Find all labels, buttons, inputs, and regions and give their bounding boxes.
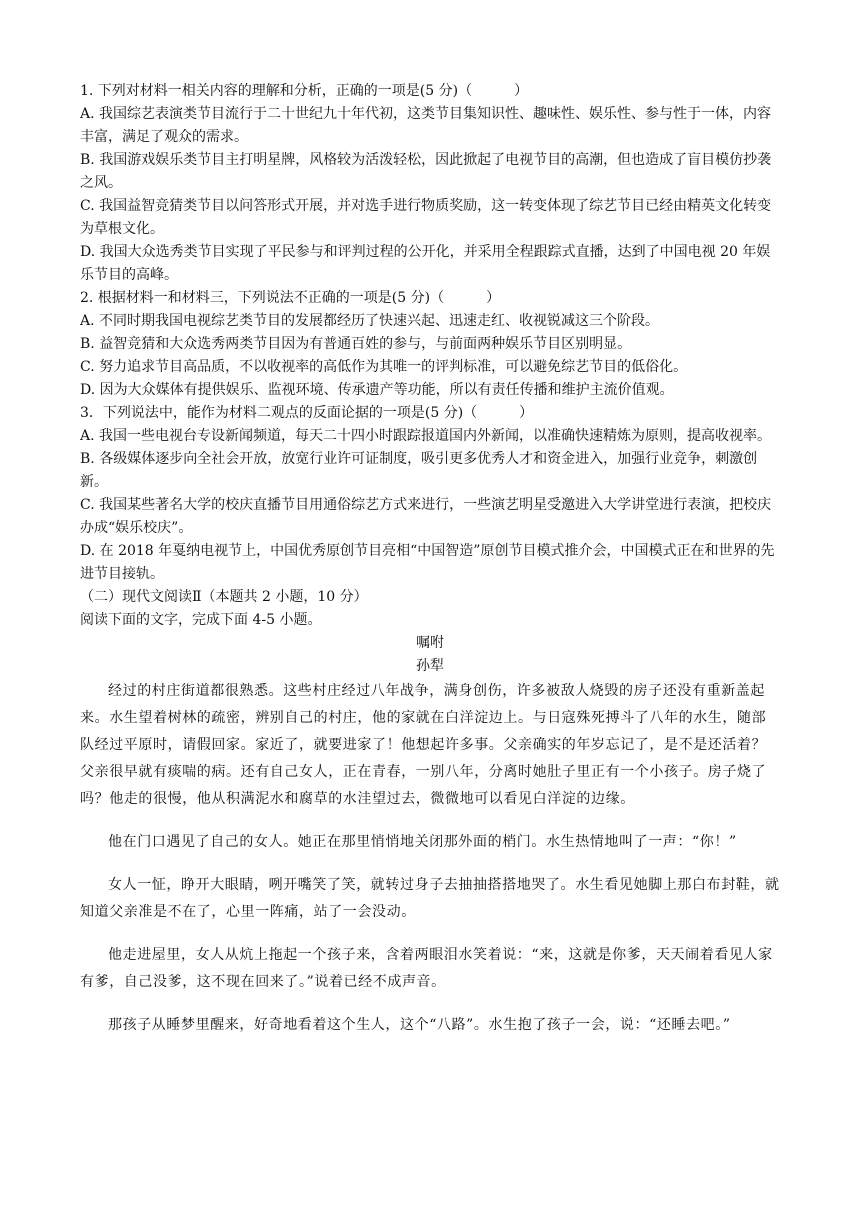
question-1-option-b: B. 我国游戏娱乐类节目主打明星牌，风格较为活泼轻松，因此掀起了电视节目的高潮，但也造成了盲目模仿抄袭之风。: [80, 152, 772, 191]
story-paragraph-2: 他在门口遇见了自己的女人。她正在那里悄悄地关闭那外面的梢门。水生热情地叫了一声：“你！”: [108, 834, 737, 850]
question-1-option-d: D. 我国大众选秀类节目实现了平民参与和评判过程的公开化，并采用全程跟踪式直播，达到了中国电视 20 年娱乐节目的高峰。: [80, 244, 771, 283]
question-1-option-c: C. 我国益智竞猜类节目以问答形式开展，并对选手进行物质奖励，这一转变体现了综艺节目已经由精英文化转变为草根文化。: [80, 198, 772, 237]
question-1-stem: 1. 下列对材料一相关内容的理解和分析，正确的一项是(5 分)（ ）: [80, 83, 529, 99]
section-instruction: 阅读下面的文字，完成下面 4-5 小题。: [80, 612, 322, 628]
question-2-option-d: D. 因为大众媒体有提供娱乐、监视环境、传承遗产等功能，所以有责任传播和维护主流价值观。: [80, 382, 674, 398]
section-heading: （二）现代文阅读Ⅱ（本题共 2 小题，10 分）: [80, 589, 368, 605]
question-1-option-a: A. 我国综艺表演类节目流行于二十世纪九十年代初，这类节目集知识性、趣味性、娱乐性、参与性于一体，内容丰富，满足了观众的需求。: [80, 106, 772, 145]
question-3-option-c: C. 我国某些著名大学的校庆直播节目用通俗综艺方式来进行，一些演艺明星受邀进入大学讲堂进行表演，把校庆办成“娱乐校庆”。: [80, 497, 772, 536]
story-title: 嘱咐: [416, 635, 444, 651]
question-3-stem: 3．下列说法中，能作为材料二观点的反面论据的一项是(5 分)（ ）: [80, 405, 534, 421]
question-2-option-a: A. 不同时期我国电视综艺类节目的发展都经历了快速兴起、迅速走红、收视锐减这三个阶段。: [80, 313, 660, 329]
story-author: 孙犁: [416, 658, 444, 674]
question-3-option-d: D. 在 2018 年戛纳电视节上，中国优秀原创节目亮相“中国智造”原创节目模式推介会，中国模式正在和世界的先进节目接轨。: [80, 543, 775, 582]
story-paragraph-5: 那孩子从睡梦里醒来，好奇地看着这个生人，这个“八路”。水生抱了孩子一会，说：“还睡去吧。”: [108, 1017, 731, 1033]
exam-page: [80, 80, 780, 1039]
question-2-stem: 2. 根据材料一和材料三，下列说法不正确的一项是(5 分)（ ）: [80, 290, 501, 306]
question-3-option-b: B. 各级媒体逐步向全社会开放，放宽行业许可证制度，吸引更多优秀人才和资金进入，加强行业竞争，刺激创新。: [80, 451, 758, 490]
question-2-option-b: B. 益智竞猜和大众选秀两类节目因为有普通百姓的参与，与前面两种娱乐节目区别明显。: [80, 336, 632, 352]
story-paragraph-4: 他走进屋里，女人从炕上拖起一个孩子来，含着两眼泪水笑着说：“来，这就是你爹，天天闹着看见人家有爹，自己没爹，这不现在回来了。”说着已经不成声音。: [80, 947, 773, 990]
story-paragraph-1: 经过的村庄街道都很熟悉。这些村庄经过八年战争，满身创伤，许多被敌人烧毁的房子还没有重新盖起来。水生望着树林的疏密，辨别自己的村庄，他的家就在白洋淀边上。与日寇殊死搏斗了八年的水生，随部队经过平原时，请假回家。家近了，就要进家了！他想起许多事。父亲确实的年岁忘记了，是不是还活着？父亲很早就有痰喘的病。还有自己女人，正在青春，一别八年，分离时她肚子里正有一个小孩子。房子烧了吗？他走的很慢，他从积满泥水和腐草的水洼望过去，微微地可以看见白洋淀的边缘。: [80, 683, 767, 807]
story-paragraph-3: 女人一怔，睁开大眼睛，咧开嘴笑了笑，就转过身子去抽抽搭搭地哭了。水生看见她脚上那白布封鞋，就知道父亲准是不在了，心里一阵痛，站了一会没动。: [80, 877, 780, 920]
question-3-option-a: A. 我国一些电视台专设新闻频道，每天二十四小时跟踪报道国内外新闻，以准确快速精炼为原则，提高收视率。: [80, 428, 772, 444]
question-2-option-c: C. 努力追求节目高品质，不以收视率的高低作为其唯一的评判标准，可以避免综艺节目的低俗化。: [80, 359, 688, 375]
